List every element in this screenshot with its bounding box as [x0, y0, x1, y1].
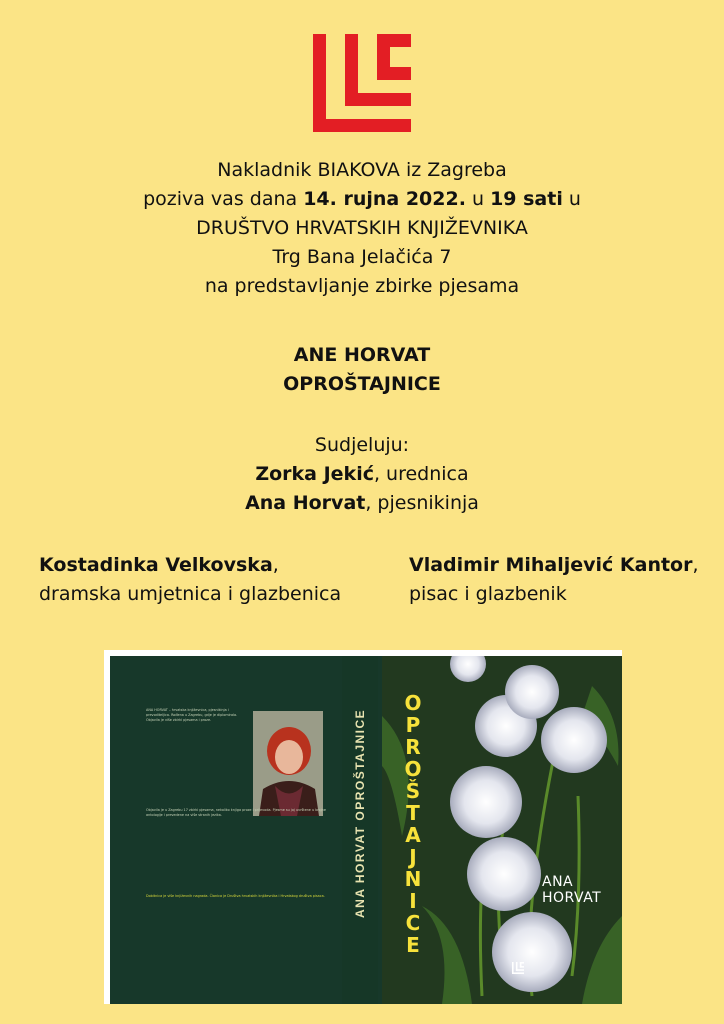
front-cover	[382, 656, 622, 1004]
participant-role: , pjesnikinja	[365, 492, 479, 514]
book-spine	[342, 656, 378, 1004]
front-title-letter: C	[405, 911, 421, 935]
front-title-letter: O	[404, 757, 422, 781]
date-line	[0, 185, 724, 214]
book-title-block	[0, 341, 724, 399]
front-title-vertical	[400, 692, 426, 956]
event-time: 19 sati	[490, 188, 563, 210]
book-cover-image	[104, 650, 622, 1004]
invitation-intro	[0, 156, 724, 301]
performer-name: Kostadinka Velkovska	[39, 554, 273, 576]
purpose: na predstavljanje zbirke pjesama	[204, 275, 520, 297]
performer-comma: ,	[692, 554, 699, 576]
author-photo	[253, 711, 323, 816]
performer-left	[39, 551, 341, 609]
front-title-letter: P	[405, 713, 421, 737]
participant-role: , urednica	[373, 463, 469, 485]
participant-editor	[0, 460, 724, 489]
svg-text:ANA HORVAT OPROŠTAJNICE: ANA HORVAT OPROŠTAJNICE	[353, 708, 367, 918]
participant-name: Ana Horvat	[245, 492, 366, 514]
front-title-letter: N	[404, 867, 422, 891]
back-cover-blurb: ANA HORVAT – hrvatska književnica, pjesnikinja i prevoditeljica. Rođena u Zagrebu, gdje je diplomirala. Objavila je više zbirki pjesama i proze.	[146, 708, 238, 722]
front-title-letter: A	[405, 823, 421, 847]
front-author-name: ANA HORVAT	[542, 874, 602, 906]
back-cover-bio: Objavila je u Zagrebu 17 zbirki pjesama, nekoliko knjiga proze i prijevoda. Pjesme su joj uvrštene u brojne antologije i prevedene na više stranih jezika.	[146, 808, 326, 817]
front-title-letter: I	[409, 889, 417, 913]
front-title-letter: Š	[405, 779, 421, 803]
biakova-logo	[313, 34, 411, 132]
front-title-letter: O	[404, 691, 422, 715]
spine-title	[342, 656, 378, 1004]
publisher-mini-logo-front	[512, 962, 524, 974]
performer-role: pisac i glazbenik	[409, 583, 567, 605]
front-title-letter: J	[409, 845, 417, 869]
date-mid: u	[465, 188, 491, 210]
participants-block	[0, 431, 724, 518]
front-title-letter: E	[406, 933, 420, 957]
performer-role: dramska umjetnica i glazbenica	[39, 583, 342, 605]
performer-right	[409, 551, 699, 609]
event-date: 14. rujna 2022.	[303, 188, 466, 210]
participants-heading: Sudjeluju:	[314, 434, 410, 456]
book-author: ANE HORVAT	[293, 344, 431, 366]
venue: DRUŠTVO HRVATSKIH KNJIŽEVNIKA	[196, 217, 528, 239]
front-title-letter: T	[406, 801, 420, 825]
front-title-letter: R	[405, 735, 421, 759]
performer-comma: ,	[272, 554, 279, 576]
date-prefix: poziva vas dana	[143, 188, 304, 210]
participant-name: Zorka Jekić	[255, 463, 374, 485]
date-suffix: u	[562, 188, 581, 210]
performer-name: Vladimir Mihaljević Kantor	[409, 554, 693, 576]
book-title: OPROŠTAJNICE	[283, 373, 441, 395]
address: Trg Bana Jelačića 7	[272, 246, 452, 268]
participant-poet	[0, 489, 724, 518]
publisher-line: Nakladnik BIAKOVA iz Zagreba	[217, 159, 507, 181]
back-cover-notes: Dobitnica je više književnih nagrada. Članica je Društva hrvatskih književnika i Hrvatskog društva pisaca.	[146, 894, 325, 898]
